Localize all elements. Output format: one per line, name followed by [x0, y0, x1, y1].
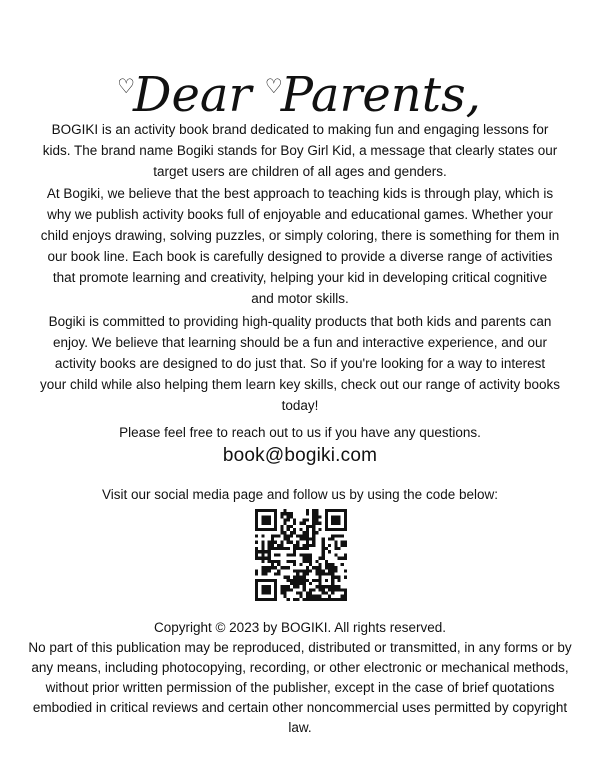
title-word-parents: Parents, [280, 67, 481, 123]
page-title [0, 56, 600, 123]
email-link[interactable]: book@bogiki.com [222, 445, 378, 466]
copyright-notice: No part of this publication may be reproduced, distributed or transmitted, in any forms or by any means, including photocopying, recording, or other electronic or mechanical methods, without prior written permission of the publisher, except in the case of brief quotations embodied in critical reviews and certain other noncommercial uses permitted by copyright law. [28, 640, 572, 735]
approach-paragraph: At Bogiki, we believe that the best approach to teaching kids is through play, which is why we publish activity books full of enjoyable and educational games. Whether your child enjoys drawing, solving puzzles, or simply coloring, there is something for them in our book line. Each book is carefully designed to provide a diverse range of activities that promote learning and creativity, helping your kid in developing critical cognitive and motor skills. [40, 186, 560, 306]
qr-code-icon[interactable] [255, 509, 347, 601]
heart-icon: ♡ [117, 74, 136, 98]
heart-icon: ♡ [264, 74, 283, 98]
title-word-dear: Dear [133, 67, 252, 123]
copyright-line: Copyright © 2023 by BOGIKI. All rights reserved. [153, 620, 447, 635]
social-note: Visit our social media page and follow us by using the code below: [102, 487, 498, 502]
intro-paragraph: BOGIKI is an activity book brand dedicated to making fun and engaging lessons for kids. The brand name Bogiki stands for Boy Girl Kid, a message that clearly states our target users are children of all ages and genders. [42, 122, 558, 179]
copyright-block [20, 618, 580, 738]
commitment-paragraph: Bogiki is committed to providing high-quality products that both kids and parents can enjoy. We believe that learning should be a fun and interactive experience, and our activity books are designed to do just that. So if you're looking for a way to interest your child while also helping them learn key skills, check out our range of activity books today! [40, 314, 561, 413]
contact-note: Please feel free to reach out to us if you have any questions. [119, 425, 481, 440]
